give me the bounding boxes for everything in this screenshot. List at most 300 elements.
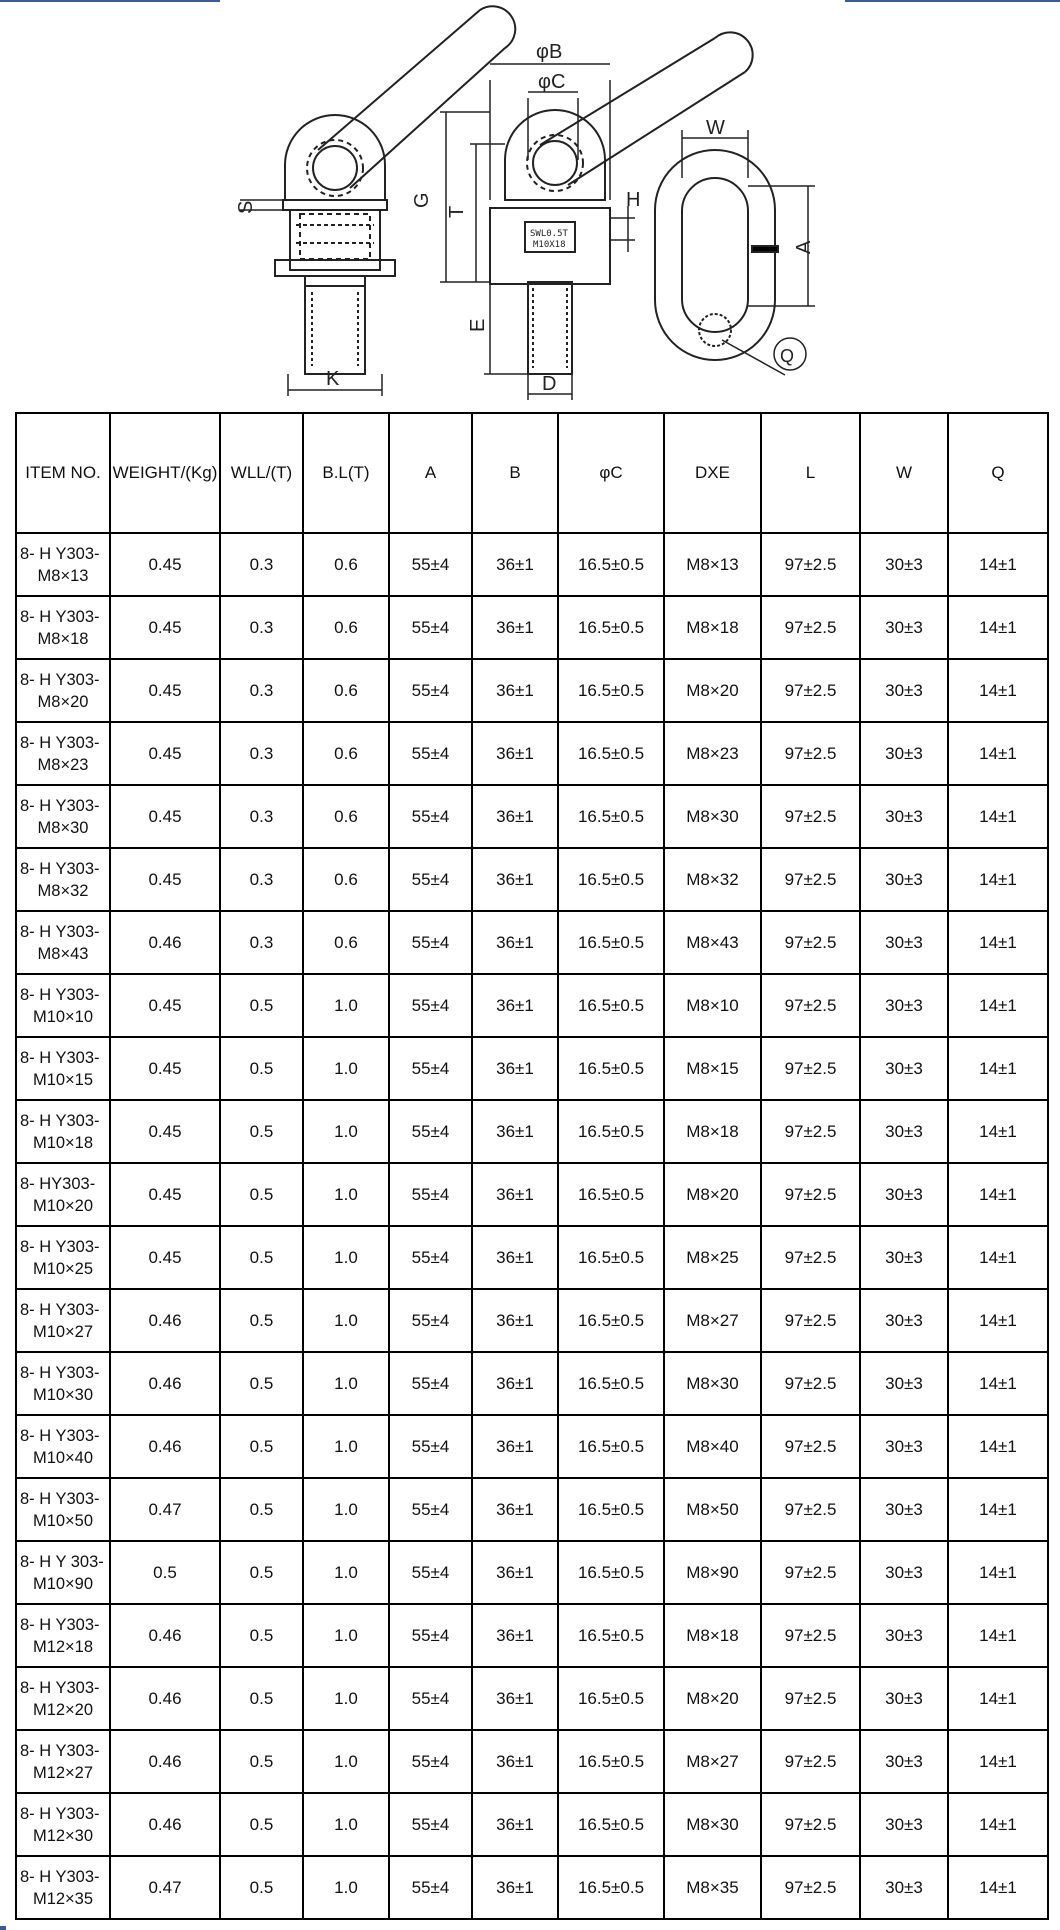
cell-l: 97±2.5 — [761, 1604, 860, 1667]
table-row — [16, 722, 1048, 785]
cell-a: 55±4 — [389, 1604, 472, 1667]
cell-q: 14±1 — [948, 974, 1048, 1037]
cell-b: 36±1 — [472, 1730, 558, 1793]
spec-table — [15, 412, 1049, 1920]
cell-q: 14±1 — [948, 1856, 1048, 1919]
cell-b: 36±1 — [472, 911, 558, 974]
table-row — [16, 1289, 1048, 1352]
cell-item-no — [16, 1793, 110, 1856]
cell-l: 97±2.5 — [761, 722, 860, 785]
cell-b: 36±1 — [472, 1100, 558, 1163]
front-view — [440, 32, 753, 400]
cell-weight: 0.45 — [110, 974, 220, 1037]
table-row — [16, 1037, 1048, 1100]
header-bl: B.L(T) — [303, 413, 389, 533]
cell-dxe: M8×13 — [664, 533, 761, 596]
cell-wll: 0.5 — [220, 1730, 303, 1793]
cell-l: 97±2.5 — [761, 1541, 860, 1604]
cell-wll: 0.3 — [220, 785, 303, 848]
cell-bl: 0.6 — [303, 596, 389, 659]
cell-dxe: M8×35 — [664, 1856, 761, 1919]
cell-wll: 0.5 — [220, 1289, 303, 1352]
item-no-size: M10×50 — [32, 1511, 94, 1530]
cell-dxe: M8×32 — [664, 848, 761, 911]
cell-bl: 1.0 — [303, 1226, 389, 1289]
table-row — [16, 848, 1048, 911]
header-dxe: DXE — [664, 413, 761, 533]
cell-bl: 1.0 — [303, 1541, 389, 1604]
cell-dxe: M8×90 — [664, 1541, 761, 1604]
cell-c: 16.5±0.5 — [558, 1163, 664, 1226]
item-no-prefix: 8- H Y303- — [20, 859, 100, 878]
cell-dxe: M8×27 — [664, 1289, 761, 1352]
cell-a: 55±4 — [389, 1541, 472, 1604]
dim-label-e: E — [467, 318, 489, 332]
cell-bl: 1.0 — [303, 974, 389, 1037]
table-row — [16, 659, 1048, 722]
cell-dxe: M8×30 — [664, 785, 761, 848]
item-no-size: M12×35 — [32, 1889, 94, 1908]
cell-l: 97±2.5 — [761, 785, 860, 848]
cell-item-no — [16, 1100, 110, 1163]
item-no-prefix: 8- H Y303- — [20, 670, 100, 689]
cell-c: 16.5±0.5 — [558, 1478, 664, 1541]
cell-weight: 0.46 — [110, 1352, 220, 1415]
cell-a: 55±4 — [389, 911, 472, 974]
cell-a: 55±4 — [389, 785, 472, 848]
cell-w: 30±3 — [860, 1478, 948, 1541]
cell-a: 55±4 — [389, 596, 472, 659]
header-q: Q — [948, 413, 1048, 533]
cell-wll: 0.3 — [220, 722, 303, 785]
cell-item-no — [16, 1289, 110, 1352]
item-no-prefix: 8- H Y303- — [20, 1741, 100, 1760]
cell-w: 30±3 — [860, 1415, 948, 1478]
cell-b: 36±1 — [472, 848, 558, 911]
cell-l: 97±2.5 — [761, 659, 860, 722]
item-no-prefix: 8- H Y303- — [20, 1867, 100, 1886]
cell-q: 14±1 — [948, 785, 1048, 848]
item-no-prefix: 8- H Y303- — [20, 1489, 100, 1508]
item-no-size: M8×13 — [37, 566, 89, 585]
cell-wll: 0.3 — [220, 911, 303, 974]
cell-l: 97±2.5 — [761, 1730, 860, 1793]
cell-l: 97±2.5 — [761, 596, 860, 659]
cell-wll: 0.5 — [220, 1667, 303, 1730]
cell-wll: 0.5 — [220, 1541, 303, 1604]
cell-wll: 0.5 — [220, 1793, 303, 1856]
table-row — [16, 1604, 1048, 1667]
cell-q: 14±1 — [948, 596, 1048, 659]
cell-dxe: M8×10 — [664, 974, 761, 1037]
item-no-prefix: 8- H Y303- — [20, 1237, 100, 1256]
item-no-size: M12×30 — [32, 1826, 94, 1845]
table-row — [16, 1415, 1048, 1478]
cell-item-no — [16, 785, 110, 848]
item-no-size: M12×20 — [32, 1700, 94, 1719]
cell-q: 14±1 — [948, 1226, 1048, 1289]
cell-q: 14±1 — [948, 722, 1048, 785]
cell-w: 30±3 — [860, 533, 948, 596]
item-no-prefix: 8- H Y303- — [20, 922, 100, 941]
cell-wll: 0.5 — [220, 1163, 303, 1226]
cell-a: 55±4 — [389, 1352, 472, 1415]
cell-a: 55±4 — [389, 1856, 472, 1919]
cell-b: 36±1 — [472, 785, 558, 848]
cell-weight: 0.45 — [110, 1226, 220, 1289]
cell-item-no — [16, 533, 110, 596]
cell-c: 16.5±0.5 — [558, 1226, 664, 1289]
item-no-prefix: 8- HY303- — [20, 1174, 96, 1193]
cell-bl: 0.6 — [303, 785, 389, 848]
header-a: A — [389, 413, 472, 533]
cell-q: 14±1 — [948, 1793, 1048, 1856]
cell-a: 55±4 — [389, 659, 472, 722]
cell-dxe: M8×15 — [664, 1037, 761, 1100]
cell-q: 14±1 — [948, 1604, 1048, 1667]
cell-w: 30±3 — [860, 722, 948, 785]
link-view — [655, 130, 815, 375]
cell-item-no — [16, 722, 110, 785]
item-no-size: M10×15 — [32, 1070, 94, 1089]
cell-c: 16.5±0.5 — [558, 1415, 664, 1478]
dim-label-w: W — [706, 117, 725, 139]
cell-dxe: M8×27 — [664, 1730, 761, 1793]
table-row — [16, 596, 1048, 659]
cell-l: 97±2.5 — [761, 1667, 860, 1730]
cell-c: 16.5±0.5 — [558, 1856, 664, 1919]
dim-label-b: φB — [536, 41, 563, 63]
cell-item-no — [16, 1163, 110, 1226]
cell-w: 30±3 — [860, 1793, 948, 1856]
cell-wll: 0.3 — [220, 659, 303, 722]
cell-l: 97±2.5 — [761, 1352, 860, 1415]
header-l: L — [761, 413, 860, 533]
cell-c: 16.5±0.5 — [558, 785, 664, 848]
table-row — [16, 1163, 1048, 1226]
cell-weight: 0.46 — [110, 1667, 220, 1730]
item-no-size: M8×18 — [37, 629, 89, 648]
cell-a: 55±4 — [389, 1793, 472, 1856]
cell-weight: 0.46 — [110, 1415, 220, 1478]
item-no-prefix: 8- H Y303- — [20, 1615, 100, 1634]
cell-item-no — [16, 1730, 110, 1793]
cell-item-no — [16, 1478, 110, 1541]
cell-q: 14±1 — [948, 659, 1048, 722]
item-no-size: M8×20 — [37, 692, 89, 711]
cell-c: 16.5±0.5 — [558, 848, 664, 911]
cell-b: 36±1 — [472, 1037, 558, 1100]
cell-c: 16.5±0.5 — [558, 911, 664, 974]
cell-q: 14±1 — [948, 1730, 1048, 1793]
cell-w: 30±3 — [860, 1856, 948, 1919]
cell-wll: 0.5 — [220, 1415, 303, 1478]
cell-dxe: M8×25 — [664, 1226, 761, 1289]
cell-l: 97±2.5 — [761, 1289, 860, 1352]
cell-dxe: M8×43 — [664, 911, 761, 974]
cell-w: 30±3 — [860, 1352, 948, 1415]
header-item-no: ITEM NO. — [16, 413, 110, 533]
item-no-prefix: 8- H Y303- — [20, 1804, 100, 1823]
cell-c: 16.5±0.5 — [558, 596, 664, 659]
table-row — [16, 1226, 1048, 1289]
cell-q: 14±1 — [948, 1289, 1048, 1352]
cell-a: 55±4 — [389, 1037, 472, 1100]
cell-item-no — [16, 1352, 110, 1415]
cell-bl: 0.6 — [303, 533, 389, 596]
cell-l: 97±2.5 — [761, 1793, 860, 1856]
cell-a: 55±4 — [389, 722, 472, 785]
cell-b: 36±1 — [472, 1289, 558, 1352]
cell-a: 55±4 — [389, 1478, 472, 1541]
cell-w: 30±3 — [860, 1163, 948, 1226]
cell-item-no — [16, 1415, 110, 1478]
cell-dxe: M8×18 — [664, 1604, 761, 1667]
item-no-size: M10×20 — [32, 1196, 94, 1215]
cell-dxe: M8×50 — [664, 1478, 761, 1541]
cell-weight: 0.45 — [110, 848, 220, 911]
cell-c: 16.5±0.5 — [558, 1100, 664, 1163]
cell-q: 14±1 — [948, 911, 1048, 974]
table-row — [16, 785, 1048, 848]
cell-w: 30±3 — [860, 1037, 948, 1100]
cell-item-no — [16, 1604, 110, 1667]
cell-dxe: M8×20 — [664, 1163, 761, 1226]
cell-c: 16.5±0.5 — [558, 1793, 664, 1856]
cell-bl: 1.0 — [303, 1415, 389, 1478]
item-no-size: M12×27 — [32, 1763, 94, 1782]
dim-label-g: G — [411, 192, 433, 208]
item-no-prefix: 8- H Y303- — [20, 733, 100, 752]
cell-a: 55±4 — [389, 1226, 472, 1289]
cell-q: 14±1 — [948, 1541, 1048, 1604]
cell-b: 36±1 — [472, 1793, 558, 1856]
item-no-size: M8×32 — [37, 881, 89, 900]
cell-dxe: M8×30 — [664, 1352, 761, 1415]
cell-item-no — [16, 911, 110, 974]
cell-b: 36±1 — [472, 1478, 558, 1541]
cell-l: 97±2.5 — [761, 1856, 860, 1919]
cell-item-no — [16, 848, 110, 911]
cell-a: 55±4 — [389, 1415, 472, 1478]
cell-weight: 0.46 — [110, 1793, 220, 1856]
dim-label-q: Q — [780, 346, 795, 366]
cell-item-no — [16, 1037, 110, 1100]
cell-weight: 0.45 — [110, 1100, 220, 1163]
cell-wll: 0.5 — [220, 1100, 303, 1163]
cell-a: 55±4 — [389, 974, 472, 1037]
cell-l: 97±2.5 — [761, 848, 860, 911]
table-row — [16, 1856, 1048, 1919]
cell-dxe: M8×20 — [664, 659, 761, 722]
cell-item-no — [16, 1226, 110, 1289]
cell-weight: 0.47 — [110, 1856, 220, 1919]
cell-l: 97±2.5 — [761, 1226, 860, 1289]
cell-b: 36±1 — [472, 1352, 558, 1415]
cell-c: 16.5±0.5 — [558, 1604, 664, 1667]
cell-l: 97±2.5 — [761, 911, 860, 974]
item-no-size: M8×30 — [37, 818, 89, 837]
cell-wll: 0.5 — [220, 1604, 303, 1667]
cell-w: 30±3 — [860, 1730, 948, 1793]
cell-c: 16.5±0.5 — [558, 659, 664, 722]
cell-a: 55±4 — [389, 1667, 472, 1730]
item-no-size: M10×10 — [32, 1007, 94, 1026]
header-wll: WLL/(T) — [220, 413, 303, 533]
plate-text-line2: M10X18 — [533, 240, 566, 250]
header-weight: WEIGHT/(Kg) — [110, 413, 220, 533]
cell-b: 36±1 — [472, 1415, 558, 1478]
cell-w: 30±3 — [860, 848, 948, 911]
cell-wll: 0.5 — [220, 1352, 303, 1415]
dim-label-c: φC — [538, 71, 566, 93]
cell-w: 30±3 — [860, 659, 948, 722]
cell-q: 14±1 — [948, 1037, 1048, 1100]
cell-q: 14±1 — [948, 1478, 1048, 1541]
cell-c: 16.5±0.5 — [558, 533, 664, 596]
cell-bl: 1.0 — [303, 1163, 389, 1226]
cell-bl: 1.0 — [303, 1289, 389, 1352]
dim-label-s: S — [235, 200, 257, 214]
cell-w: 30±3 — [860, 785, 948, 848]
item-no-size: M12×18 — [32, 1637, 94, 1656]
cell-wll: 0.5 — [220, 1037, 303, 1100]
cell-bl: 0.6 — [303, 722, 389, 785]
dim-label-h: H — [626, 189, 641, 211]
cell-c: 16.5±0.5 — [558, 1541, 664, 1604]
cell-wll: 0.3 — [220, 848, 303, 911]
dim-label-d: D — [542, 373, 557, 395]
technical-drawing — [0, 0, 1060, 410]
cell-bl: 1.0 — [303, 1100, 389, 1163]
item-no-prefix: 8- H Y303- — [20, 1111, 100, 1130]
cell-wll: 0.3 — [220, 533, 303, 596]
cell-a: 55±4 — [389, 1730, 472, 1793]
bottom-edge-mark — [0, 1926, 6, 1930]
plate-text-line1: SWL0.5T — [530, 229, 568, 239]
item-no-prefix: 8- H Y303- — [20, 985, 100, 1004]
cell-c: 16.5±0.5 — [558, 1037, 664, 1100]
cell-weight: 0.45 — [110, 533, 220, 596]
cell-weight: 0.46 — [110, 1604, 220, 1667]
cell-bl: 1.0 — [303, 1793, 389, 1856]
dim-label-a: A — [793, 240, 815, 254]
cell-l: 97±2.5 — [761, 1037, 860, 1100]
cell-l: 97±2.5 — [761, 1415, 860, 1478]
cell-w: 30±3 — [860, 1289, 948, 1352]
cell-b: 36±1 — [472, 1226, 558, 1289]
item-no-size: M10×27 — [32, 1322, 94, 1341]
cell-item-no — [16, 659, 110, 722]
cell-b: 36±1 — [472, 1604, 558, 1667]
cell-weight: 0.46 — [110, 1289, 220, 1352]
cell-b: 36±1 — [472, 533, 558, 596]
cell-dxe: M8×40 — [664, 1415, 761, 1478]
cell-weight: 0.45 — [110, 1037, 220, 1100]
cell-l: 97±2.5 — [761, 1100, 860, 1163]
item-no-size: M8×23 — [37, 755, 89, 774]
item-no-prefix: 8- H Y303- — [20, 1048, 100, 1067]
cell-w: 30±3 — [860, 1541, 948, 1604]
table-row — [16, 974, 1048, 1037]
cell-item-no — [16, 596, 110, 659]
item-no-size: M10×40 — [32, 1448, 94, 1467]
table-row — [16, 1667, 1048, 1730]
cell-l: 97±2.5 — [761, 1163, 860, 1226]
item-no-prefix: 8- H Y303- — [20, 1363, 100, 1382]
table-row — [16, 1730, 1048, 1793]
item-no-size: M10×90 — [32, 1574, 94, 1593]
cell-item-no — [16, 1667, 110, 1730]
cell-l: 97±2.5 — [761, 1478, 860, 1541]
item-no-size: M10×30 — [32, 1385, 94, 1404]
cell-wll: 0.5 — [220, 974, 303, 1037]
cell-a: 55±4 — [389, 1163, 472, 1226]
cell-q: 14±1 — [948, 1100, 1048, 1163]
table-row — [16, 533, 1048, 596]
dim-label-t: T — [446, 205, 468, 218]
cell-weight: 0.46 — [110, 911, 220, 974]
item-no-prefix: 8- H Y303- — [20, 1300, 100, 1319]
table-row — [16, 911, 1048, 974]
item-no-prefix: 8- H Y303- — [20, 607, 100, 626]
cell-dxe: M8×20 — [664, 1667, 761, 1730]
cell-a: 55±4 — [389, 848, 472, 911]
item-no-size: M8×43 — [37, 944, 89, 963]
item-no-prefix: 8- H Y 303- — [20, 1552, 104, 1571]
cell-q: 14±1 — [948, 848, 1048, 911]
cell-wll: 0.5 — [220, 1226, 303, 1289]
header-b: B — [472, 413, 558, 533]
cell-c: 16.5±0.5 — [558, 974, 664, 1037]
cell-item-no — [16, 1856, 110, 1919]
table-row — [16, 1541, 1048, 1604]
cell-b: 36±1 — [472, 722, 558, 785]
cell-weight: 0.45 — [110, 659, 220, 722]
cell-c: 16.5±0.5 — [558, 1730, 664, 1793]
cell-bl: 1.0 — [303, 1730, 389, 1793]
side-view — [240, 6, 515, 396]
cell-weight: 0.46 — [110, 1730, 220, 1793]
cell-a: 55±4 — [389, 533, 472, 596]
cell-c: 16.5±0.5 — [558, 722, 664, 785]
cell-w: 30±3 — [860, 1100, 948, 1163]
cell-b: 36±1 — [472, 596, 558, 659]
table-row — [16, 1478, 1048, 1541]
cell-weight: 0.45 — [110, 785, 220, 848]
cell-wll: 0.5 — [220, 1478, 303, 1541]
cell-item-no — [16, 974, 110, 1037]
cell-bl: 1.0 — [303, 1037, 389, 1100]
cell-a: 55±4 — [389, 1289, 472, 1352]
cell-w: 30±3 — [860, 911, 948, 974]
table-row — [16, 1793, 1048, 1856]
cell-l: 97±2.5 — [761, 974, 860, 1037]
cell-bl: 1.0 — [303, 1667, 389, 1730]
cell-bl: 1.0 — [303, 1478, 389, 1541]
cell-a: 55±4 — [389, 1100, 472, 1163]
cell-wll: 0.5 — [220, 1856, 303, 1919]
cell-c: 16.5±0.5 — [558, 1667, 664, 1730]
cell-bl: 0.6 — [303, 848, 389, 911]
table-body — [16, 533, 1048, 1919]
cell-q: 14±1 — [948, 1163, 1048, 1226]
cell-weight: 0.45 — [110, 596, 220, 659]
cell-w: 30±3 — [860, 1604, 948, 1667]
cell-bl: 0.6 — [303, 659, 389, 722]
item-no-prefix: 8- H Y303- — [20, 1426, 100, 1445]
cell-w: 30±3 — [860, 1226, 948, 1289]
